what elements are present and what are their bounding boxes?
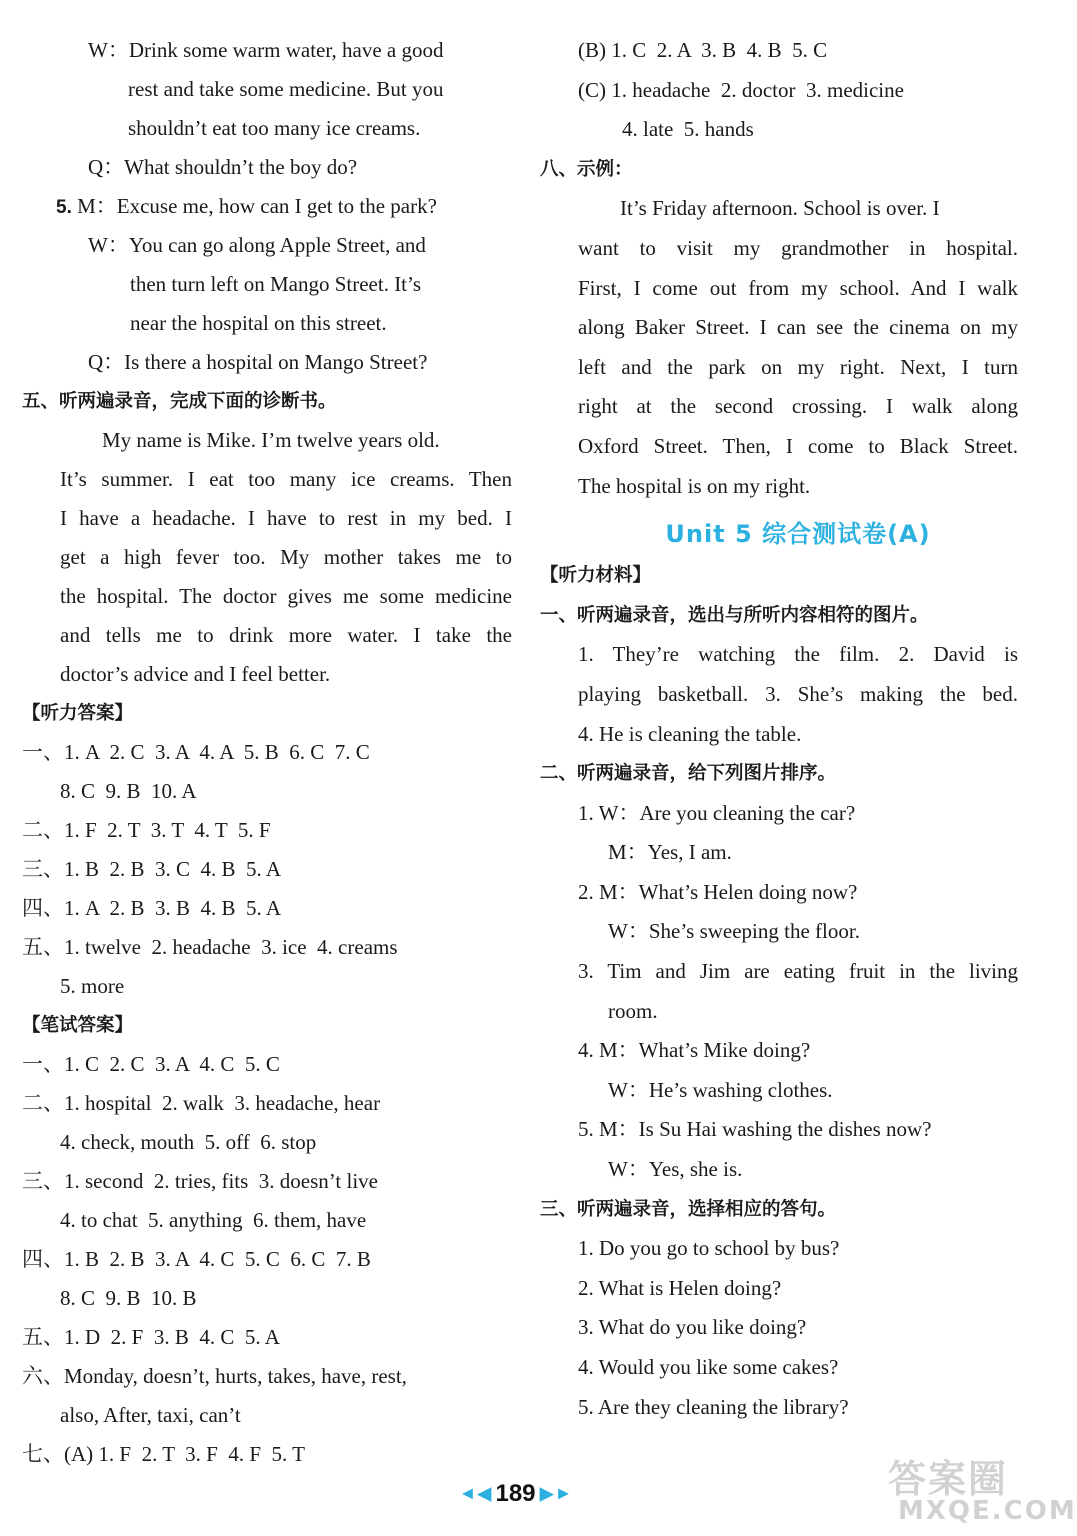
dialog-line: W：Drink some warm water, have a good [88,38,444,62]
listening-answers-heading: 【听力答案】 [22,703,134,724]
answer-line: 一、1. C 2. C 3. A 4. C 5. C [22,1052,280,1076]
dialog-line: M：Excuse me, how can I get to the park? [71,194,437,218]
dialog-line: W：You can go along Apple Street, and [88,233,426,257]
answer-line: 4. to chat 5. anything 6. them, have [60,1208,367,1232]
material-line: 3. What do you like doing? [578,1315,807,1340]
right-arrow-small-icon: ▶ [558,1486,569,1502]
answer-line: 二、1. hospital 2. walk 3. headache, hear [22,1091,381,1115]
answer-line: 4. late 5. hands [622,117,754,142]
material-line: W：She’s sweeping the floor. [608,919,860,944]
sample-line: Oxford Street. Then, I come to Black Street. [578,433,1018,458]
answer-line: (C) 1. headache 2. doctor 3. medicine [578,77,904,102]
sample-line: right at the second crossing. I walk along [578,394,1018,419]
dialog-line: rest and take some medicine. But you [128,77,444,101]
answer-line: also, After, taxi, can’t [60,1403,241,1427]
page-footer [0,1480,1031,1512]
answer-line: 8. C 9. B 10. A [60,779,197,803]
passage-line: doctor’s advice and I feel better. [60,662,331,686]
passage-line: It’s summer. I eat too many ice creams. Then [60,467,512,491]
answer-line: 5. more [60,974,125,998]
material-line: 5. M：Is Su Hai washing the dishes now? [578,1117,932,1142]
listening-material-heading: 【听力材料】 [540,565,652,587]
material-line: W：Yes, she is. [608,1157,743,1182]
left-arrow-small-icon: ◀ [462,1486,473,1502]
answer-line: 七、(A) 1. F 2. T 3. F 4. F 5. T [22,1442,305,1466]
watermark-url: MXQE.COM [898,1496,1077,1526]
passage-line: get a high fever too. My mother takes me to [60,545,512,569]
section-heading: 八、示例： [540,158,633,180]
passage-line: and tells me to drink more water. I take the [60,623,512,647]
sample-line: First, I come out from my school. And I walk [578,275,1018,300]
left-column [22,31,512,1474]
answer-line: 三、1. B 2. B 3. C 4. B 5. A [22,857,282,881]
material-line: 1. They’re watching the film. 2. David is [578,642,1018,667]
passage-line: the hospital. The doctor gives me some medicine [60,584,512,608]
written-answers-heading: 【笔试答案】 [22,1015,134,1036]
answer-line: (B) 1. C 2. A 3. B 4. B 5. C [578,38,828,62]
passage-line: I have a headache. I have to rest in my bed. I [60,506,512,530]
material-line: 2. M：What’s Helen doing now? [578,879,858,904]
material-line: 5. Are they cleaning the library? [578,1394,849,1419]
dialog-question: Q：What shouldn’t the boy do? [88,155,358,179]
section-heading: 二、听两遍录音，给下列图片排序。 [540,763,837,785]
dialog-line: shouldn’t eat too many ice creams. [128,116,421,140]
answer-line: 四、1. A 2. B 3. B 4. B 5. A [22,896,282,920]
material-line: W：He’s washing clothes. [608,1077,833,1102]
unit-title: Unit 5 综合测试卷(A) [665,520,931,549]
material-line: 1. W：Are you cleaning the car? [578,800,856,825]
answer-line: 三、1. second 2. tries, fits 3. doesn’t live [22,1169,378,1193]
sample-line: The hospital is on my right. [578,473,811,498]
answer-line: 六、Monday, doesn’t, hurts, takes, have, rest, [22,1364,407,1388]
dialog-line: then turn left on Mango Street. It’s [130,272,422,296]
right-arrow-icon: ▶ [539,1483,555,1505]
passage-line: My name is Mike. I’m twelve years old. [102,428,440,452]
dialog-line: near the hospital on this street. [130,311,387,335]
sample-line: It’s Friday afternoon. School is over. I [620,196,940,221]
section-heading: 一、听两遍录音，选出与所听内容相符的图片。 [540,604,929,626]
watermark-text: 答案圈 [888,1457,1009,1501]
material-line: 1. Do you go to school by bus? [578,1236,840,1261]
watermark-logo [878,1448,1077,1534]
answer-line: 四、1. B 2. B 3. A 4. C 5. C 6. C 7. B [22,1247,371,1271]
answer-line: 4. check, mouth 5. off 6. stop [60,1130,317,1154]
answer-line: 五、1. D 2. F 3. B 4. C 5. A [22,1325,280,1349]
right-column [540,31,1018,1427]
dialog-question: Q：Is there a hospital on Mango Street? [88,350,428,374]
answer-line: 一、1. A 2. C 3. A 4. A 5. B 6. C 7. C [22,740,370,764]
sample-line: want to visit my grandmother in hospital. [578,235,1018,260]
material-line: 4. M：What’s Mike doing? [578,1038,811,1063]
section-heading: 五、听两遍录音，完成下面的诊断书。 [22,391,337,412]
material-line: 4. He is cleaning the table. [578,721,802,746]
material-line: playing basketball. 3. She’s making the bed. [578,681,1018,706]
left-arrow-icon: ◀ [476,1483,492,1505]
section-heading: 三、听两遍录音，选择相应的答句。 [540,1198,837,1220]
answer-line: 8. C 9. B 10. B [60,1286,197,1310]
answer-line: 五、1. twelve 2. headache 3. ice 4. creams [22,935,398,959]
dialog-item-5 [22,187,512,226]
answer-line: 二、1. F 2. T 3. T 4. T 5. F [22,818,271,842]
material-line: M：Yes, I am. [608,840,732,865]
sample-line: along Baker Street. I can see the cinema on my [578,315,1018,340]
material-line: room. [608,998,658,1023]
item-number: 5. [56,197,72,218]
page-number: 189 [495,1480,536,1507]
material-line: 3. Tim and Jim are eating fruit in the living [578,959,1018,984]
material-line: 2. What is Helen doing? [578,1275,782,1300]
sample-line: left and the park on my right. Next, I turn [578,354,1018,379]
material-line: 4. Would you like some cakes? [578,1355,839,1379]
